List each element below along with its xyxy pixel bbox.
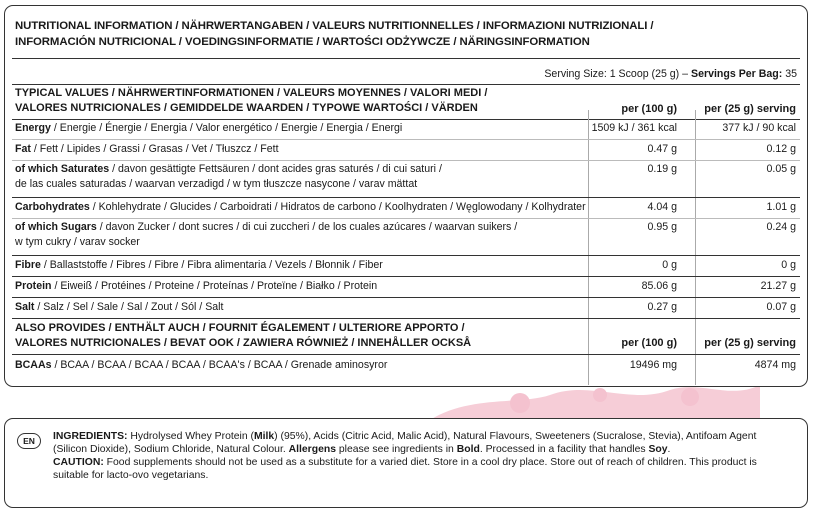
value-per100: 0.27 g — [647, 301, 677, 313]
divider — [12, 119, 800, 120]
divider — [12, 58, 800, 59]
table-row: BCAAs / BCAA / BCAA / BCAA / BCAA / BCAA's / BCAA / Grenade aminosyror — [15, 359, 388, 371]
also-provides-header: ALSO PROVIDES / ENTHÄLT AUCH / FOURNIT ÉGALEMENT / ULTERIORE APPORTO / VALORES NUTRICIONALES / BEVAT OOK / ZAWIERA RÓWNIEŻ / INNEHÅLLER OCKSÅ — [15, 322, 472, 349]
value-per25: 0.07 g — [766, 301, 796, 313]
table-row: of which Sugars / davon Zucker / dont sucres / di cui zuccheri / de los cuales azúcares / waarvan suikers / w tym cukry / varav socker — [15, 221, 518, 248]
value-per25: 0.24 g — [766, 221, 796, 233]
value-per100: 0.19 g — [647, 163, 677, 175]
ingredients-text: INGREDIENTS: Hydrolysed Whey Protein (Milk) (95%), Acids (Citric Acid, Malic Acid), Natural Flavours, Sweeteners (Sucralose, Stevia), Antifoam Agent (Silicon Dioxide), Sodium Chloride, Natural Colour. Allergens please see ingredients in Bold. Processed in a facility that handles Soy. CAUTION: Food supplements should not be used as a substitute for a varied diet. Store in a cool dry place. Store out of reach of children. This product is suitable for lacto-ovo vegetarians. — [53, 431, 757, 481]
divider — [12, 197, 800, 198]
table-row: Energy / Energie / Énergie / Energia / Valor energético / Energie / Energia / Energi — [15, 122, 403, 134]
value-per100: 85.06 g — [641, 280, 677, 292]
nutrition-title — [15, 18, 653, 50]
value-per100: 4.04 g — [647, 201, 677, 213]
divider — [12, 84, 800, 85]
value-per25: 21.27 g — [760, 280, 796, 292]
ingredients-panel — [4, 418, 808, 508]
table-row: Protein / Eiweiß / Protéines / Proteine / Proteínas / Proteïne / Białko / Protein — [15, 280, 378, 292]
title-line-1: NUTRITIONAL INFORMATION / NÄHRWERTANGABEN / VALEURS NUTRITIONNELLES / INFORMAZIONI NUTRIZIONALI / — [15, 20, 654, 32]
divider — [12, 255, 800, 256]
col-header-per100: per (100 g) — [621, 103, 677, 115]
table-row: Fat / Fett / Lipides / Grassi / Grasas / Vet / Tłuszcz / Fett — [15, 143, 279, 155]
table-row: Salt / Salz / Sel / Sale / Sal / Zout / Sól / Salt — [15, 301, 224, 313]
divider — [12, 276, 800, 277]
divider — [12, 297, 800, 298]
divider — [12, 139, 800, 140]
divider — [12, 160, 800, 161]
typical-values-header: TYPICAL VALUES / NÄHRWERTINFORMATIONEN / VALEURS MOYENNES / VALORI MEDI / VALORES NUTRICIONALES / GEMIDDELDE WAARDEN / TYPOWE WARTOŚCI / VÄRDEN — [15, 87, 488, 114]
value-per100: 19496 mg — [629, 359, 677, 371]
value-per25: 4874 mg — [754, 359, 796, 371]
divider — [12, 354, 800, 355]
value-per100: 1509 kJ / 361 kcal — [591, 122, 677, 134]
table-row: Fibre / Ballaststoffe / Fibres / Fibre / Fibra alimentaria / Vezels / Błonnik / Fiber — [15, 259, 383, 271]
table-row: Carbohydrates / Kohlehydrate / Glucides / Carboidrati / Hidratos de carbono / Koolhydraten / Węglowodany / Kolhydrater — [15, 201, 586, 213]
value-per25: 1.01 g — [766, 201, 796, 213]
value-per100: 0.95 g — [647, 221, 677, 233]
col-header-per25: per (25 g) serving — [704, 337, 796, 349]
title-line-2: INFORMACIÓN NUTRICIONAL / VOEDINGSINFORMATIE / WARTOŚCI ODŻYWCZE / NÄRINGSINFORMATION — [15, 36, 590, 48]
value-per25: 0 g — [781, 259, 796, 271]
language-badge: EN — [17, 433, 41, 449]
value-per25: 377 kJ / 90 kcal — [722, 122, 796, 134]
divider — [12, 318, 800, 319]
table-row: of which Saturates / davon gesättigte Fettsäuren / dont acides gras saturés / di cui saturi / de las cuales saturadas / waarvan verzadigd / w tym tłuszcze nasycone / varav mättat — [15, 163, 442, 190]
value-per100: 0.47 g — [647, 143, 677, 155]
col-header-per100: per (100 g) — [621, 337, 677, 349]
nutrition-panel — [4, 5, 808, 387]
divider — [12, 218, 800, 219]
value-per100: 0 g — [662, 259, 677, 271]
value-per25: 0.05 g — [766, 163, 796, 175]
serving-info: Serving Size: 1 Scoop (25 g) – Servings Per Bag: 35 — [544, 68, 797, 80]
col-header-per25: per (25 g) serving — [704, 103, 796, 115]
value-per25: 0.12 g — [766, 143, 796, 155]
